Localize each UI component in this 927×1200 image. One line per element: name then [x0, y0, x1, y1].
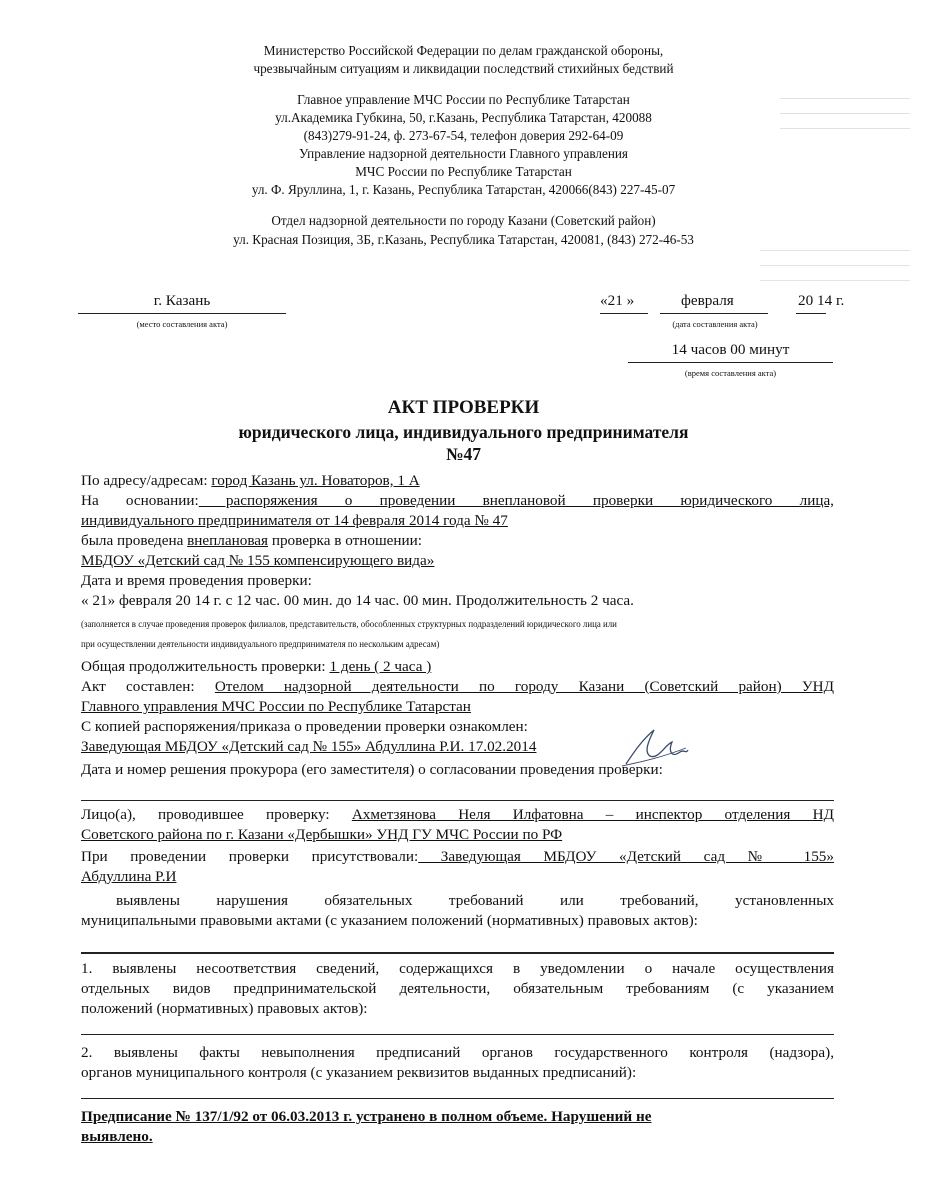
date-year-underline	[796, 313, 826, 314]
prosecutor-blank-line	[81, 800, 834, 801]
item1-line-2: отдельных видов предпринимательской деятельности, обязательным требованиям (с указанием	[81, 980, 834, 997]
inspector-label: Лицо(а), проводившее проверку:	[81, 806, 352, 823]
place-caption: (место составления акта)	[136, 319, 228, 329]
item1-line-1: 1. выявлены несоответствия сведений, содержащихся в уведомлении о начале осуществления	[81, 960, 834, 977]
place-value: г. Казань	[153, 292, 211, 309]
conducted-text-2: проверка в отношении:	[268, 532, 423, 549]
violations-blank-line	[81, 952, 834, 954]
basis-label: На основании:	[81, 492, 199, 509]
time-value: 14 часов 00 минут	[671, 341, 790, 358]
date-day: «21 »	[600, 292, 635, 309]
inspector-value-1: Ахметзянова Неля Илфатовна – инспектор отделения НД	[351, 806, 834, 823]
directorate-name-2: МЧС России по Республике Татарстан	[355, 164, 572, 179]
department-address: ул.Академика Губкина, 50, г.Казань, Республика Татарстан, 420088	[275, 110, 652, 125]
present-value-2: Абдуллина Р.И	[81, 868, 177, 885]
directorate-name: Управление надзорной деятельности Главного управления	[298, 146, 628, 161]
total-duration-label: Общая продолжительность проверки:	[81, 658, 330, 675]
total-duration-line	[81, 657, 431, 677]
branches-note-2: при осуществлении деятельности индивидуального предпринимателя по нескольким адресам)	[81, 639, 440, 649]
item2-blank-line	[81, 1098, 834, 1099]
copy-label: С копией распоряжения/приказа о проведении проверки ознакомлен:	[81, 718, 528, 735]
compiled-value-2: Главного управления МЧС России по Республике Татарстан	[81, 698, 471, 715]
conclusion-line-1: Предписание № 137/1/92 от 06.03.2013 г. устранено в полном объеме. Нарушений не	[81, 1108, 652, 1125]
place-underline	[78, 313, 286, 314]
ministry-line-1: Министерство Российской Федерации по делам гражданской обороны,	[263, 43, 664, 58]
act-subtitle: юридического лица, индивидуального предпринимателя	[238, 422, 689, 442]
date-caption: (дата составления акта)	[672, 319, 758, 329]
address-label: По адресу/адресам:	[81, 472, 212, 489]
address-line	[81, 471, 420, 491]
item2-line-2: органов муниципального контроля (с указанием реквизитов выданных предписаний):	[81, 1064, 637, 1081]
department-name: Главное управление МЧС России по Республике Татарстан	[297, 92, 630, 107]
inspector-value-2: Советского района по г. Казани «Дербышки» УНД ГУ МЧС России по РФ	[81, 826, 563, 843]
date-year: 20 14 г.	[798, 292, 845, 309]
date-day-underline	[600, 313, 648, 314]
ministry-line-2: чрезвычайным ситуациям и ликвидации последствий стихийных бедствий	[253, 61, 674, 76]
compiled-value-1: Отелом надзорной деятельности по городу Казани (Советский район) УНД	[214, 678, 834, 695]
time-underline	[628, 362, 833, 363]
prosecutor-label: Дата и номер решения прокурора (его заместителя) о согласовании проведения проверки:	[81, 761, 663, 778]
branches-note-1: (заполняется в случае проведения проверок филиалов, представительств, обособленных структурных подразделений юридического лица или	[81, 619, 617, 629]
item1-line-3: положений (нормативных) правовых актов):	[81, 1000, 368, 1017]
item1-blank-line	[81, 1034, 834, 1035]
inspection-type: внеплановая	[187, 532, 269, 549]
conclusion-line-2: выявлено.	[81, 1128, 153, 1145]
present-value-1: Заведующая МБДОУ «Детский сад № 155»	[418, 848, 834, 865]
date-month: февраля	[681, 292, 734, 309]
office-address: ул. Красная Позиция, 3Б, г.Казань, Республика Татарстан, 420081, (843) 272-46-53	[233, 232, 694, 247]
datetime-value: « 21» февраля 20 14 г. с 12 час. 00 мин. до 14 час. 00 мин. Продолжительность 2 часа.	[81, 592, 634, 609]
basis-value-1: распоряжения о проведении внеплановой проверки юридического лица,	[198, 492, 834, 509]
compiled-line-1	[81, 677, 834, 697]
compiled-label: Акт составлен:	[81, 678, 215, 695]
present-label: При проведении проверки присутствовали:	[81, 848, 419, 865]
datetime-label: Дата и время проведения проверки:	[81, 572, 312, 589]
violations-line-2: муниципальными правовыми актами (с указанием положений (нормативных) правовых актов):	[81, 912, 698, 929]
time-caption: (время составления акта)	[684, 368, 777, 378]
date-month-underline	[660, 313, 768, 314]
conducted-line	[81, 531, 422, 551]
inspector-line-1	[81, 805, 834, 825]
basis-value-2: индивидуального предпринимателя от 14 февраля 2014 года № 47	[81, 512, 508, 529]
office-name: Отдел надзорной деятельности по городу Казани (Советский район)	[271, 213, 656, 228]
act-number: №47	[445, 444, 482, 464]
item2-line-1: 2. выявлены факты невыполнения предписаний органов государственного контроля (надзора),	[81, 1044, 834, 1061]
violations-line-1: выявлены нарушения обязательных требований или требований, установленных	[116, 892, 834, 909]
act-title: АКТ ПРОВЕРКИ	[387, 397, 540, 418]
address-value: город Казань ул. Новаторов, 1 А	[211, 472, 420, 489]
copy-acknowledged-value: Заведующая МБДОУ «Детский сад № 155» Абдуллина Р.И. 17.02.2014	[81, 738, 537, 755]
directorate-address: ул. Ф. Яруллина, 1, г. Казань, Республика Татарстан, 420066(843) 227-45-07	[251, 182, 676, 197]
basis-line-1	[81, 491, 834, 511]
department-phones: (843)279-91-24, ф. 273-67-54, телефон доверия 292-64-09	[303, 128, 624, 143]
inspected-entity: МБДОУ «Детский сад № 155 компенсирующего вида»	[81, 552, 435, 569]
total-duration-value: 1 день ( 2 часа )	[329, 658, 432, 675]
present-line-1	[81, 847, 834, 867]
conducted-text-1: была проведена	[81, 532, 188, 549]
